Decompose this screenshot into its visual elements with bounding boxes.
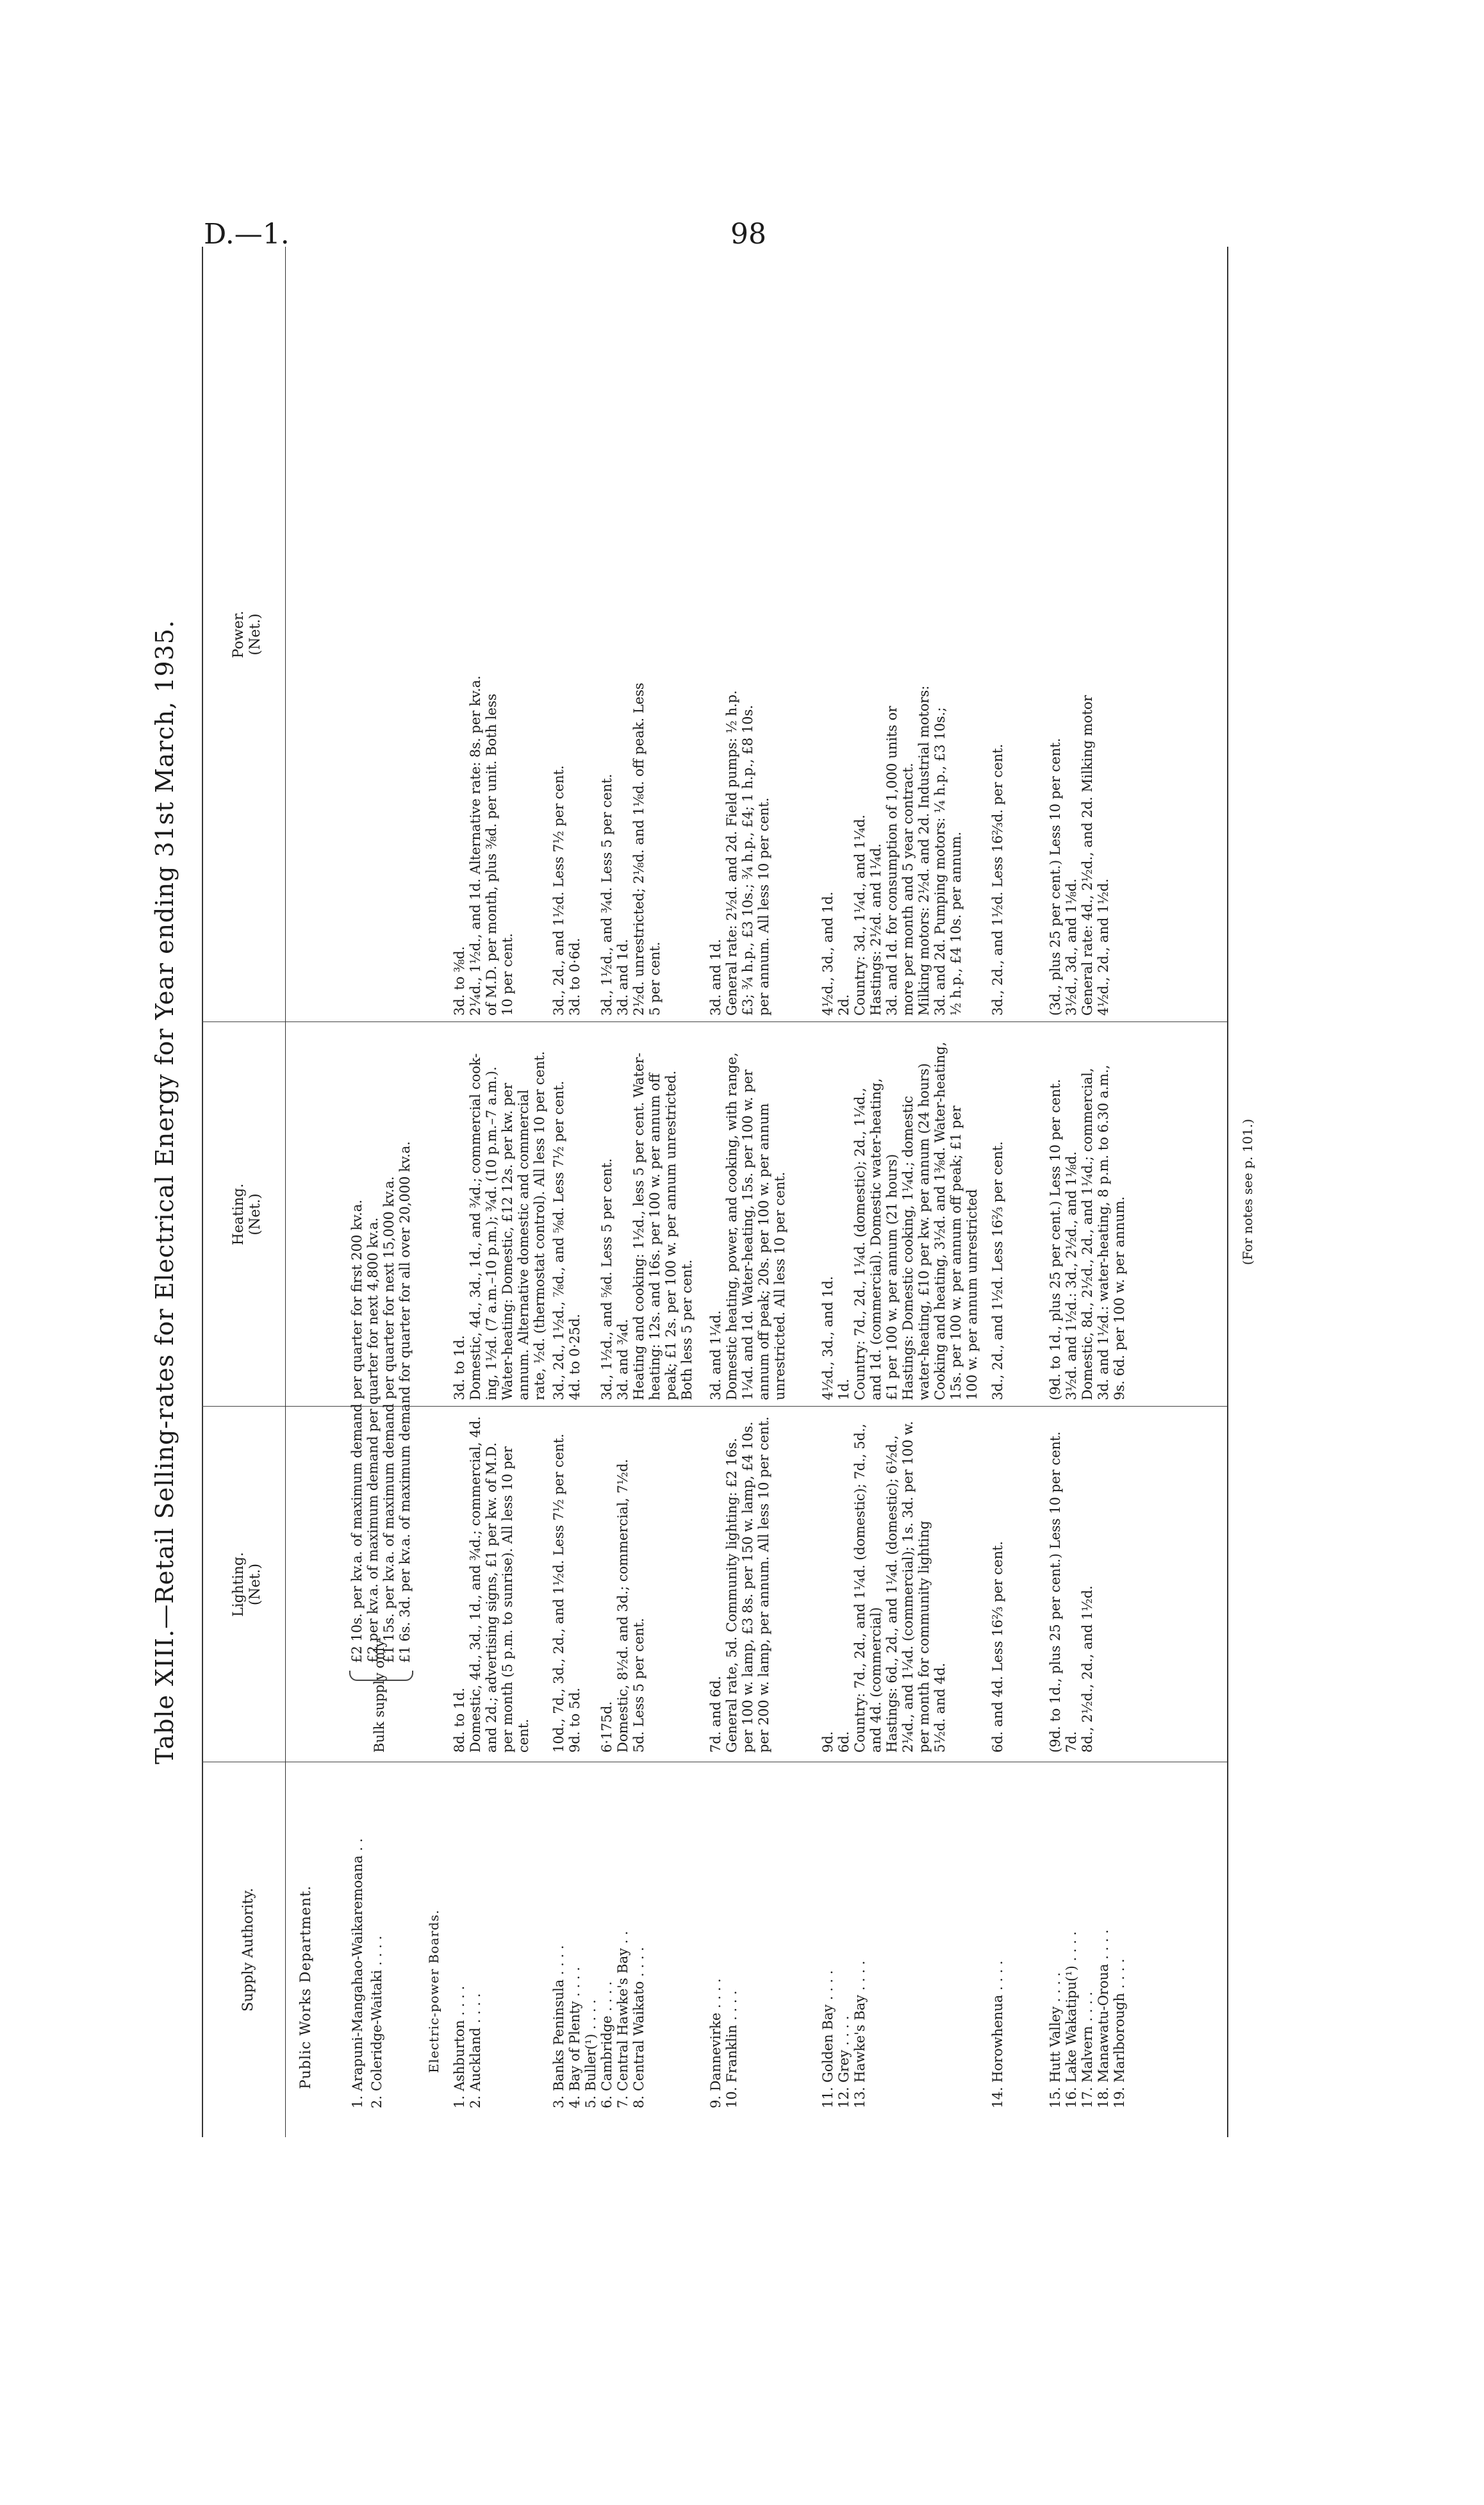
- power-cell: 4½d., 3d., and 1d. 2d. Country: 3d., 1¼d., and 1¼d. Hastings: 2½d. and 1¼d. 3d. and 1d. for consumption of 1,000 units or more per month and 5 year contract. Milking motors: 2½d. and 2d. Industrial motors: 3d. and 2d. Pumping motors: ¼ h.p., £3 10s.; ½ h.p., £4 10s. per annum.: [820, 685, 964, 1016]
- header-rule: [285, 247, 286, 2137]
- lighting-cell: 7d. and 6d. General rate, 5d. Community lighting: £2 16s. per 100 w. lamp, £3 8s. per 150 w. lamp, £4 10s. per 200 w. lamp, per annum. All less 10 per cent.: [708, 1416, 771, 1753]
- authority-cell: 15. Hutt Valley . . . . 16. Lake Wakatipu(¹) . . . . 17. Malvern . . . . 18. Manawatu-Oroua . . . . 19. Marlborough . . . .: [1048, 1929, 1127, 2108]
- bulk-supply-label: Bulk supply only: [372, 1639, 387, 1753]
- column-header-power: Power. (Net.): [231, 610, 263, 659]
- lighting-cell: 9d. 6d. Country: 7d., 2d., and 1¼d. (domestic); 7d., 5d., and 4d. (commercial) Hastings: 6d., 2d., and 1¼d. (domestic); 6½d., 2¼d., and 1¼d. (commercial); 1s. 3d. per 100 w. per month for community lighting 5½d. and 4d.: [820, 1421, 948, 1753]
- authority-cell: 11. Golden Bay . . . . 12. Grey . . . . 13. Hawke's Bay . . . .: [820, 1960, 868, 2108]
- power-cell: 3d., 2d., and 1½d. Less 7½ per cent. 3d. to 0·6d. 3d., 1½d., and ¾d. Less 5 per cent. 3d. and 1d. 2½d. unrestricted; 2⅛d. and 1⅛d. off peak. Less 5 per cent.: [551, 682, 663, 1016]
- authority-cell: 14. Horowhenua . . . .: [990, 1960, 1005, 2108]
- section-electric-power-boards: Electric-power Boards.: [426, 1909, 441, 2073]
- section-public-works: Public Works Department.: [298, 1885, 314, 2089]
- authority-arapuni: 1. Arapuni-Mangahao-Waikaremoana . .: [350, 1838, 365, 2108]
- lighting-cell: 6d. and 4d. Less 16⅔ per cent.: [990, 1541, 1005, 1753]
- heating-cell: 4½d., 3d., and 1d. 1d. Country: 7d., 2d., 1¼d. (domestic); 2d., 1¼d., and 1d. (commercial). Domestic water-heating, £1 per 100 w. per annum (21 hours) Hastings: Domestic cooking, 1¼d.; domestic water-heating, £10 per kw. per annum (24 hours) Cooking and heating, 3½d. and 1⅜d. Water-heating, 15s. per 100 w. per annum off peak; £1 per 100 w. per annum unrestricted: [820, 1041, 980, 1400]
- table-title: Table XIII.—Retail Selling-rates for Electrical Energy for Year ending 31st March, 1935.: [151, 619, 179, 1765]
- column-header-lighting: Lighting. (Net.): [231, 1551, 263, 1617]
- column-header-heating: Heating. (Net.): [231, 1183, 263, 1246]
- lighting-cell: (9d. to 1d., plus 25 per cent.) Less 10 per cent. 7d. 8d., 2½d., 2d., and 1½d.: [1048, 1431, 1095, 1753]
- heating-cell: 3d., 2d., and 1½d. Less 16⅔ per cent.: [990, 1141, 1005, 1400]
- lighting-cell: 8d. to 1d. Domestic, 4d., 3d., 1d., and ¾d.; commercial, 4d. and 2d.; advertising signs, £1 per kw. of M.D. per month (5 p.m. to sunrise). All less 10 per cent.: [452, 1416, 531, 1753]
- power-cell: (3d., plus 25 per cent.) Less 10 per cent. 3½d., 3d., and 1⅛d. General rate: 4d., 2½d., and 2d. Milking motor 4½d., 2d., and 1½d.: [1048, 695, 1111, 1016]
- authority-coleridge: 2. Coleridge-Waitaki . . . .: [369, 1935, 384, 2108]
- bottom-rule: [1227, 247, 1228, 2137]
- power-cell: 3d., 2d., and 1½d. Less 16⅔d. per cent.: [990, 743, 1005, 1016]
- heating-cell: (9d. to 1d., plus 25 per cent.) Less 10 per cent. 3½d. and 1½d.: 3d., 2½d., and 1⅛d. Domestic, 8d., 2½d., 2d., and 1¼d.; commercial, 3d. and 1½d.: water-heating, 8 p.m. to 6.30 a.m., 9s. 6d. per 100 w. per annum.: [1048, 1064, 1127, 1400]
- lighting-cell: 10d., 7d., 3d., 2d., and 1½d. Less 7½ per cent. 9d. to 5d. 6·175d. Domestic, 8½d. and 3d.; commercial, 7½d. 5d. Less 5 per cent.: [551, 1434, 647, 1753]
- power-cell: 3d. to ⅜d. 2¼d., 1½d., and 1d. Alternative rate: 8s. per kv.a. of M.D. per month, plus ⅜d. per unit. Both less 10 per cent.: [452, 675, 515, 1016]
- authority-cell: 9. Dannevirke . . . . 10. Franklin . . . .: [708, 1978, 739, 2108]
- column-divider: [202, 1021, 1227, 1022]
- document-id: D.—1.: [204, 218, 290, 251]
- bulk-supply-rates: £2 10s. per kv.a. of maximum demand per quarter for first 200 kv.a. £2 per kv.a. of maximum demand per quarter for next 4,800 kv.a. £1 15s. per kv.a. of maximum demand per quarter for next 15,000 kv.a. £1 6s. 3d. per kv.a. of maximum demand for quarter for all over 20,000 kv.a.: [349, 1141, 413, 1663]
- power-cell: 3d. and 1d. General rate: 2½d. and 2d. Field pumps: ½ h.p. £3; ¾ h.p., £3 10s.; ¾ h.p., £4; 1 h.p., £8 10s. per annum. All less 10 per cent.: [708, 690, 771, 1016]
- column-header-authority: Supply Authority.: [240, 1887, 256, 2012]
- top-rule: [202, 247, 203, 2137]
- brace: [349, 1671, 413, 1681]
- rates-table: [202, 247, 1285, 2137]
- heating-cell: 3d. and 1¼d. Domestic heating, power, and cooking, with range, 1¼d. and 1d. Water-heating, 15s. per 100 w. per annum off peak; 20s. per 100 w. per annum unrestricted. All less 10 per cent.: [708, 1052, 787, 1400]
- page-number: 98: [730, 218, 766, 251]
- authority-cell: 1. Ashburton . . . . 2. Auckland . . . .: [452, 1985, 483, 2108]
- rotated-table: [151, 247, 1282, 2137]
- footnote: (For notes see p. 101.): [1240, 1118, 1255, 1266]
- heating-cell: 3d. to 1d. Domestic, 4d., 3d., 1d., and ¾d.; commercial cook- ing, 1½d. (7 a.m.–10 p.m.); ¾d. (10 p.m.–7 a.m.). Water-heating: Domestic, £12 12s. per kw. per annum. Alternative domestic and commercial rate, ½d. (thermostat control). All less 10 per cent.: [452, 1051, 547, 1400]
- authority-cell: 3. Banks Peninsula . . . . 4. Bay of Plenty . . . . 5. Buller(¹) . . . . 6. Cambridge . . . . 7. Central Hawke's Bay . . 8. Central Waikato . . . .: [551, 1931, 647, 2108]
- heating-cell: 3d., 2d., 1½d., ⅞d., and ⅝d. Less 7½ per cent. 4d. to 0·25d. 3d., 1½d., and ⅝d. Less 5 per cent. 3d. and ¾d. Heating and cooking: 1½d., less 5 per cent. Water- heating: 12s. and 16s. per 100 w. per annum off peak; £1 2s. per 100 w. per annum unrestricted. Both less 5 per cent.: [551, 1052, 695, 1400]
